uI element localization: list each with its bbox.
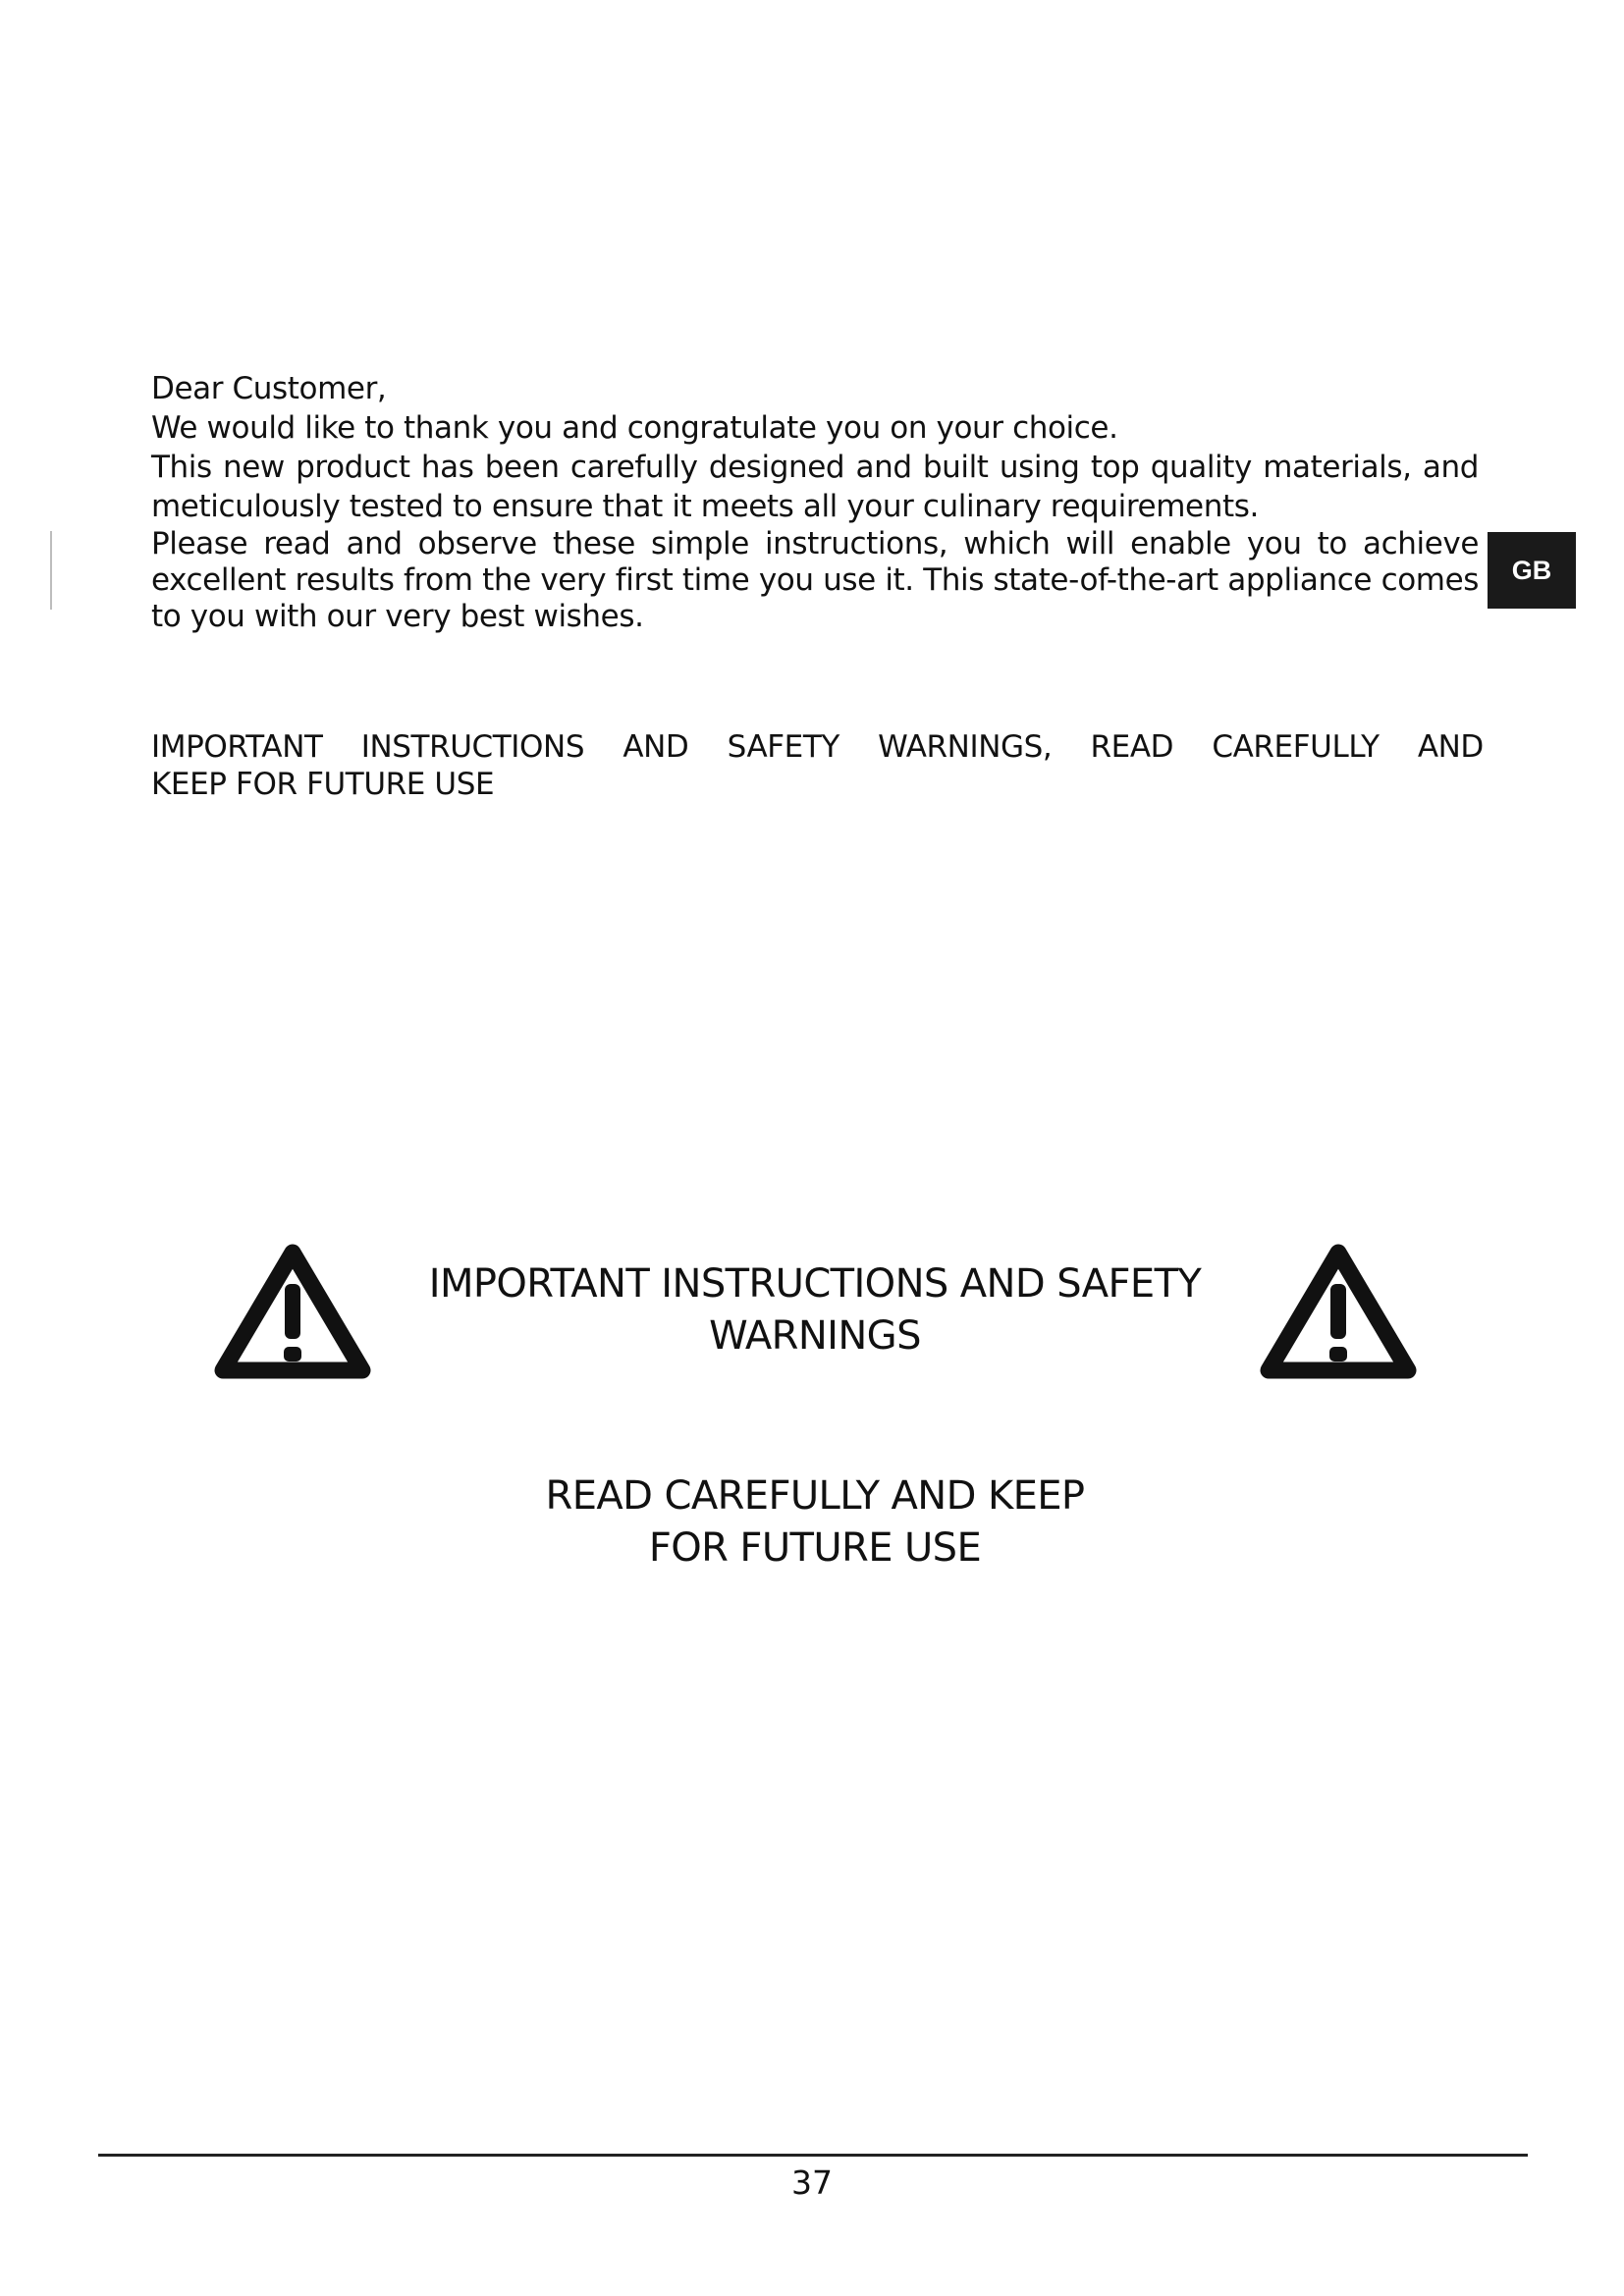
notice-word: IMPORTANT xyxy=(151,729,323,765)
margin-marker xyxy=(50,531,52,610)
notice-word: CAREFULLY xyxy=(1212,729,1380,765)
notice-word: READ xyxy=(1090,729,1174,765)
warning-triangle-icon xyxy=(211,1239,374,1382)
safety-notice-line1 xyxy=(151,728,1484,766)
instructions-paragraph: Please read and observe these simple instructions, which will enable you to achieve excellent results from the very first time you use it. This state-of-the-art appliance comes to you with our very best wishes. xyxy=(151,526,1479,634)
notice-word: AND xyxy=(1417,729,1484,765)
footer-rule xyxy=(98,2154,1528,2157)
safety-heading-line1: IMPORTANT INSTRUCTIONS AND SAFETY xyxy=(428,1261,1202,1307)
safety-notice-line2: KEEP FOR FUTURE USE xyxy=(151,767,495,802)
keep-notice-line2: FOR FUTURE USE xyxy=(648,1525,982,1571)
product-paragraph: This new product has been carefully designed and built using top quality materials, and meticulously tested to ensure that it meets all your culinary requirements. xyxy=(151,450,1479,524)
language-badge: GB xyxy=(1488,532,1576,609)
intro-letter xyxy=(151,369,1479,635)
keep-notice-heading xyxy=(393,1470,1237,1575)
page-number: 37 xyxy=(791,2163,833,2202)
keep-notice-line1: READ CAREFULLY AND KEEP xyxy=(545,1473,1085,1519)
safety-heading-line2: WARNINGS xyxy=(709,1313,921,1359)
thanks-paragraph: We would like to thank you and congratulate you on your choice. xyxy=(151,410,1118,446)
warning-triangle-icon xyxy=(1257,1239,1420,1382)
notice-word: SAFETY xyxy=(727,729,839,765)
greeting: Dear Customer, xyxy=(151,371,387,406)
notice-word: INSTRUCTIONS xyxy=(360,729,585,765)
notice-word: WARNINGS, xyxy=(878,729,1053,765)
safety-notice xyxy=(151,728,1484,803)
safety-heading xyxy=(393,1258,1237,1362)
notice-word: AND xyxy=(623,729,689,765)
